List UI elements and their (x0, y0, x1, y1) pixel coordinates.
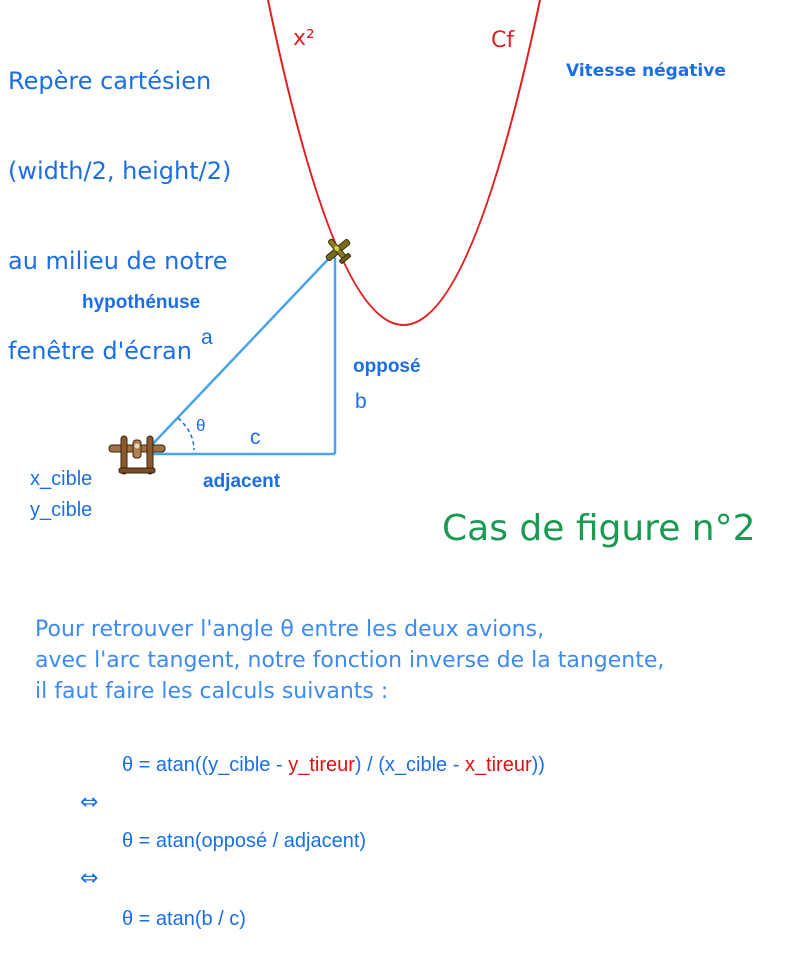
coordinate-system-note (8, 6, 231, 396)
explanation-paragraph (35, 614, 664, 707)
x-shooter-term: x_tireur (464, 754, 532, 776)
y-shooter-term: y_tireur (288, 754, 355, 776)
hypotenuse-label: hypothénuse (82, 292, 201, 313)
formula-1-part: θ = atan((y_cible - (122, 754, 289, 776)
formula-2: θ = atan(opposé / adjacent) (122, 830, 367, 852)
y-target-label: y_cible (30, 499, 93, 521)
equivalence-symbol: ⇔ (80, 866, 99, 891)
formula-1-part: ) / (x_cible - (354, 754, 465, 776)
explanation-line: Pour retrouver l'angle θ entre les deux avions, (35, 617, 545, 642)
repere-line: fenêtre d'écran (8, 337, 192, 365)
formula-3: θ = atan(b / c) (122, 908, 246, 930)
equivalence-symbol: ⇔ (80, 790, 99, 815)
angle-arc (178, 418, 194, 450)
side-b-label: b (355, 390, 367, 413)
curve-label-x-squared: x² (293, 26, 315, 51)
side-c-label: c (250, 426, 261, 449)
curve-label-cf: Cf (491, 28, 515, 53)
formula-1 (122, 754, 545, 777)
case-title: Cas de figure n°2 (442, 508, 756, 549)
adjacent-label: adjacent (203, 471, 281, 492)
repere-line: Repère cartésien (8, 67, 212, 95)
explanation-line: avec l'arc tangent, notre fonction inverse de la tangente, (35, 648, 665, 673)
theta-angle-label: θ (196, 416, 206, 435)
opposite-label: opposé (353, 356, 421, 377)
side-a-label: a (201, 326, 213, 349)
repere-line: au milieu de notre (8, 247, 228, 275)
x-target-label: x_cible (30, 468, 93, 490)
formula-1-part: )) (531, 754, 545, 776)
speed-label: Vitesse négative (566, 61, 726, 81)
explanation-line: il faut faire les calculs suivants : (35, 679, 389, 704)
repere-line: (width/2, height/2) (8, 157, 232, 185)
